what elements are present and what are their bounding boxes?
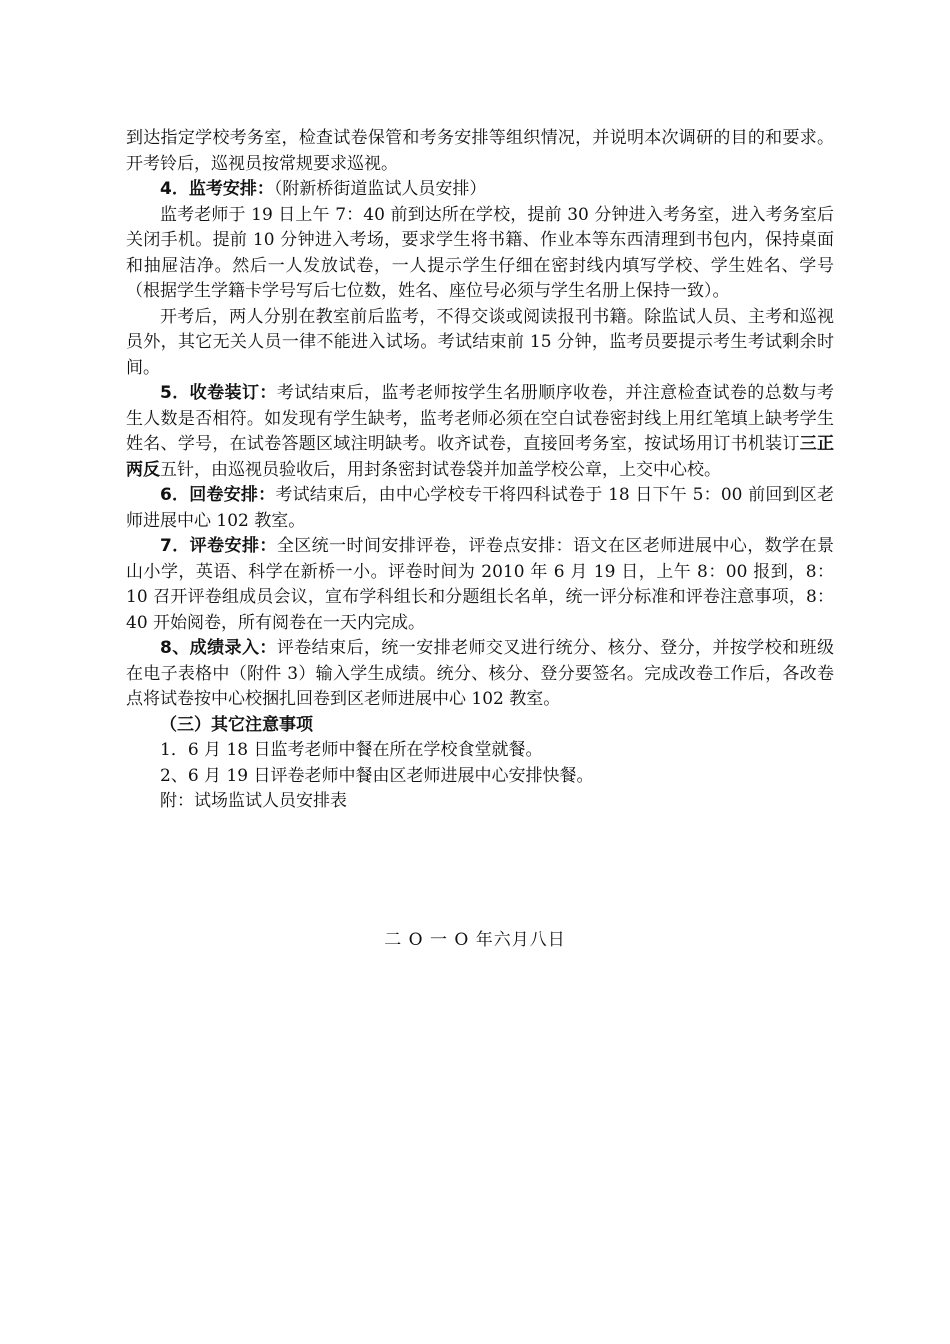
invigilation-paragraph-2: 开考后，两人分别在教室前后监考，不得交谈或阅读报刊书籍。除监试人员、主考和巡视员外，其它无关人员一律不能进入试场。考试结束前 15 分钟，监考员要提示考生考试剩余时间。 <box>126 306 834 378</box>
section-8 <box>126 636 834 713</box>
section-4 <box>126 177 834 203</box>
section-6-text: 考试结束后，由中心学校专干将四科试卷于 18 日下午 5：00 前回到区老师进展中心 102 教室。 <box>126 485 834 531</box>
invigilation-paragraph-1: 监考老师于 19 日上午 7：40 前到达所在学校，提前 30 分钟进入考务室，进入考务室后关闭手机。提前 10 分钟进入考场，要求学生将书籍、作业本等东西清理到书包内，保持桌面和抽屉洁净。然后一人发放试卷，一人提示学生仔细在密封线内填写学校、学生姓名、学号（根据学生学籍卡学号写后七位数，姓名、座位号必须与学生名册上保持一致）。 <box>126 204 834 301</box>
intro-paragraph: 到达指定学校考务室，检查试卷保管和考务安排等组织情况，并说明本次调研的目的和要求。开考铃后，巡视员按常规要求巡视。 <box>126 128 834 174</box>
note-2: 2、6 月 19 日评卷老师中餐由区老师进展中心安排快餐。 <box>160 765 594 786</box>
section-7-text: 全区统一时间安排评卷，评卷点安排：语文在区老师进展中心，数学在景山小学，英语、科学在新桥一小。评卷时间为 2010 年 6 月 19 日，上午 8：00 报到，8：10 召开评卷组成员会议，宣布学科组长和分题组长名单，统一评分标准和评卷注意事项，8：40 开始阅卷，所有阅卷在一天内完成。 <box>126 536 834 633</box>
section-5-heading: 5．收卷装订： <box>160 383 277 403</box>
section-7 <box>126 534 834 636</box>
attachment-line: 附：试场监试人员安排表 <box>160 791 347 811</box>
section-3-title: （三）其它注意事项 <box>160 714 313 735</box>
section-6-heading: 6．回卷安排： <box>160 485 276 505</box>
section-4-text: （附新桥街道监试人员安排） <box>273 179 487 199</box>
section-5-highlight: 三正两反 <box>126 434 835 480</box>
section-8-text: 评卷结束后，统一安排老师交叉进行统分、核分、登分，并按学校和班级在电子表格中（附件 3）输入学生成绩。统分、核分、登分要签名。完成改卷工作后，各改卷点将试卷按中心校捆扎回卷到区老师进展中心 102 教室。 <box>126 638 834 709</box>
note-1: 1．6 月 18 日监考老师中餐在所在学校食堂就餐。 <box>160 740 543 760</box>
section-5-text-before: 考试结束后，监考老师按学生名册顺序收卷，并注意检查试卷的总数与考生人数是否相符。如发现有学生缺考，监考老师必须在空白试卷密封线上用红笔填上缺考学生姓名、学号，在试卷答题区域注明缺考。收齐试卷，直接回考务室，按试场用订书机装订 <box>126 383 834 454</box>
section-6 <box>126 483 834 534</box>
section-5-text-after: 五针，由巡视员验收后，用封条密封试卷袋并加盖学校公章，上交中心校。 <box>160 459 721 480</box>
document-body <box>126 126 834 815</box>
section-4-heading: 4．监考安排： <box>160 179 274 199</box>
section-8-heading: 8、成绩录入： <box>160 638 277 658</box>
section-7-heading: 7．评卷安排： <box>160 536 277 556</box>
section-5 <box>126 381 834 483</box>
document-date: 二 O 一 O 年六月八日 <box>384 930 566 950</box>
